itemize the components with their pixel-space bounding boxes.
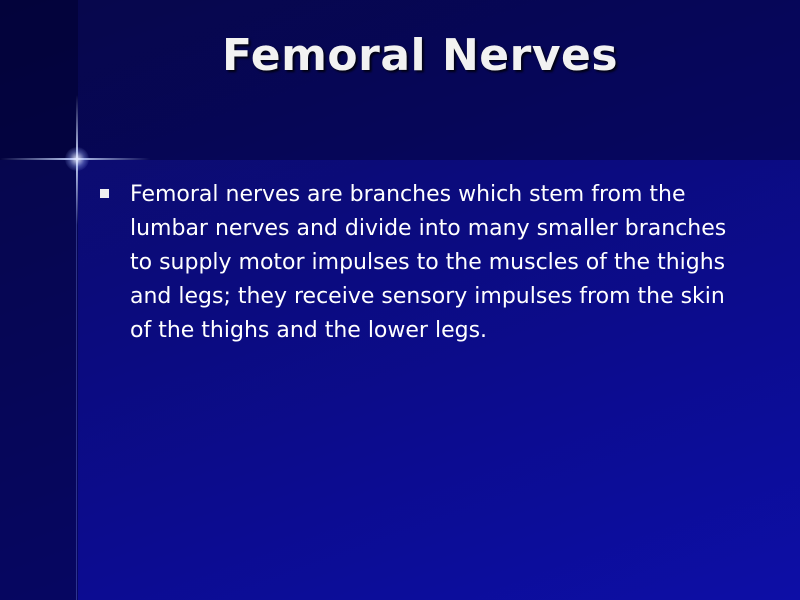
left-band (0, 0, 78, 600)
slide-title: Femoral Nerves (221, 30, 619, 81)
bullet-list (100, 178, 750, 348)
list-item (100, 178, 750, 348)
square-bullet-icon (100, 189, 109, 198)
vertical-rule (76, 160, 77, 600)
bullet-text: Femoral nerves are branches which stem from the lumbar nerves and divide into many smaller branches to supply motor impulses to the muscles of the thighs and legs; they receive sensory impulses from the skin of the thighs and the lower legs. (130, 182, 727, 343)
sparkle-cross-icon (65, 147, 89, 171)
